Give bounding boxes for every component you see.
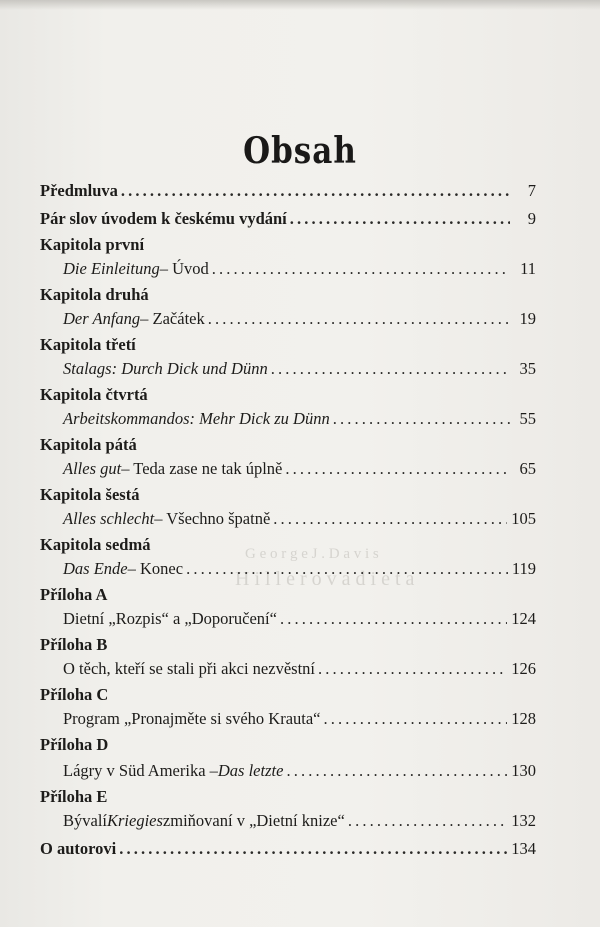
appendix-label: Příloha B (40, 635, 108, 654)
leader-dots (119, 838, 507, 860)
appendix-label: Příloha D (40, 735, 109, 754)
entry-german-title: Alles schlecht (63, 509, 155, 528)
chapter-heading (40, 434, 536, 456)
leader-dots (212, 258, 510, 280)
appendix-label: Příloha C (40, 685, 109, 704)
entry-german-title: Der Anfang (63, 309, 141, 328)
page-number: 124 (511, 609, 536, 628)
appendix-label: Příloha E (40, 787, 108, 806)
page-number: 128 (511, 709, 536, 728)
entry-title: O těch, kteří se stali při akci nezvěstní (63, 659, 315, 678)
entry-title-rest: zmiňovaní v „Dietní knize“ (162, 811, 345, 830)
leader-dots (186, 558, 508, 580)
leader-dots (290, 208, 510, 230)
entry-german-title: Alles gut (63, 459, 122, 478)
entry-label: Pár slov úvodem k českému vydání (40, 209, 287, 228)
toc-entry[interactable] (63, 258, 536, 280)
appendix-heading (40, 786, 536, 808)
chapter-heading (40, 484, 536, 506)
chapter-label: Kapitola šestá (40, 485, 140, 504)
leader-dots (121, 180, 510, 202)
chapter-heading (40, 384, 536, 406)
toc-entry[interactable] (63, 458, 536, 480)
toc-entry[interactable] (63, 708, 536, 730)
toc-entry[interactable] (63, 810, 536, 832)
entry-czech-title: – Všechno špatně (154, 509, 271, 528)
chapter-heading (40, 334, 536, 356)
page-number: 130 (511, 761, 536, 780)
page-number: 132 (511, 811, 536, 830)
leader-dots (285, 458, 510, 480)
entry-label: Předmluva (40, 181, 118, 200)
page-number: 126 (511, 659, 536, 678)
leader-dots (208, 308, 510, 330)
toc-entry[interactable] (63, 358, 536, 380)
entry-title-italic: Das letzte (217, 761, 284, 780)
page-number: 19 (519, 309, 536, 328)
appendix-label: Příloha A (40, 585, 108, 604)
leader-dots (271, 358, 510, 380)
entry-czech-title: – Začátek (140, 309, 205, 328)
toc-entry[interactable] (40, 180, 536, 202)
page-number: 119 (511, 559, 536, 578)
leader-dots (286, 760, 507, 782)
chapter-label: Kapitola čtvrtá (40, 385, 148, 404)
toc-entry[interactable] (63, 408, 536, 430)
entry-title: Bývalí (63, 811, 107, 830)
appendix-heading (40, 734, 536, 756)
toc-entry[interactable] (63, 558, 536, 580)
page-number: 35 (519, 359, 536, 378)
page-number: 134 (511, 839, 536, 858)
entry-german-title: Das Ende (63, 559, 128, 578)
page-number: 105 (511, 509, 536, 528)
leader-dots (280, 608, 507, 630)
chapter-heading (40, 284, 536, 306)
page-number: 7 (527, 181, 536, 200)
entry-czech-title: – Teda zase ne tak úplně (121, 459, 283, 478)
entry-german-title: Stalags: Durch Dick und Dünn (63, 359, 268, 378)
toc-entry[interactable] (63, 658, 536, 680)
toc-entry[interactable] (63, 508, 536, 530)
entry-czech-title: – Konec (127, 559, 184, 578)
leader-dots (318, 658, 507, 680)
page-number: 11 (520, 259, 536, 278)
page-title: Obsah (243, 129, 357, 173)
chapter-label: Kapitola sedmá (40, 535, 151, 554)
bleed-through-text: H i l l e r o v a d i e t a (235, 568, 415, 590)
toc-entry[interactable] (40, 838, 536, 860)
toc-entry[interactable] (63, 608, 536, 630)
leader-dots (273, 508, 507, 530)
entry-title: Dietní „Rozpis“ a „Doporučení“ (63, 609, 277, 628)
entry-german-title: Die Einleitung (63, 259, 160, 278)
entry-czech-title: – Úvod (159, 259, 209, 278)
bleed-through-text: G e o r g e J . D a v i s (245, 546, 379, 562)
toc-entry[interactable] (63, 308, 536, 330)
toc-entry[interactable] (63, 760, 536, 782)
page-number: 65 (519, 459, 536, 478)
entry-title-italic: Kriegies (107, 811, 163, 830)
leader-dots (348, 810, 507, 832)
appendix-heading (40, 584, 536, 606)
chapter-label: Kapitola pátá (40, 435, 137, 454)
page-number: 9 (527, 209, 536, 228)
entry-german-title: Arbeitskommandos: Mehr Dick zu Dünn (63, 409, 330, 428)
chapter-label: Kapitola třetí (40, 335, 136, 354)
leader-dots (324, 708, 508, 730)
chapter-heading (40, 234, 536, 256)
entry-title: Program „Pronajměte si svého Krauta“ (63, 709, 321, 728)
toc-entry[interactable] (40, 208, 536, 230)
appendix-heading (40, 634, 536, 656)
chapter-heading (40, 534, 536, 556)
entry-title: Lágry v Süd Amerika – (63, 761, 218, 780)
chapter-label: Kapitola první (40, 235, 145, 254)
appendix-heading (40, 684, 536, 706)
entry-label: O autorovi (40, 839, 117, 858)
page-edge-shadow (0, 0, 600, 10)
leader-dots (333, 408, 510, 430)
page-number: 55 (519, 409, 536, 428)
chapter-label: Kapitola druhá (40, 285, 149, 304)
